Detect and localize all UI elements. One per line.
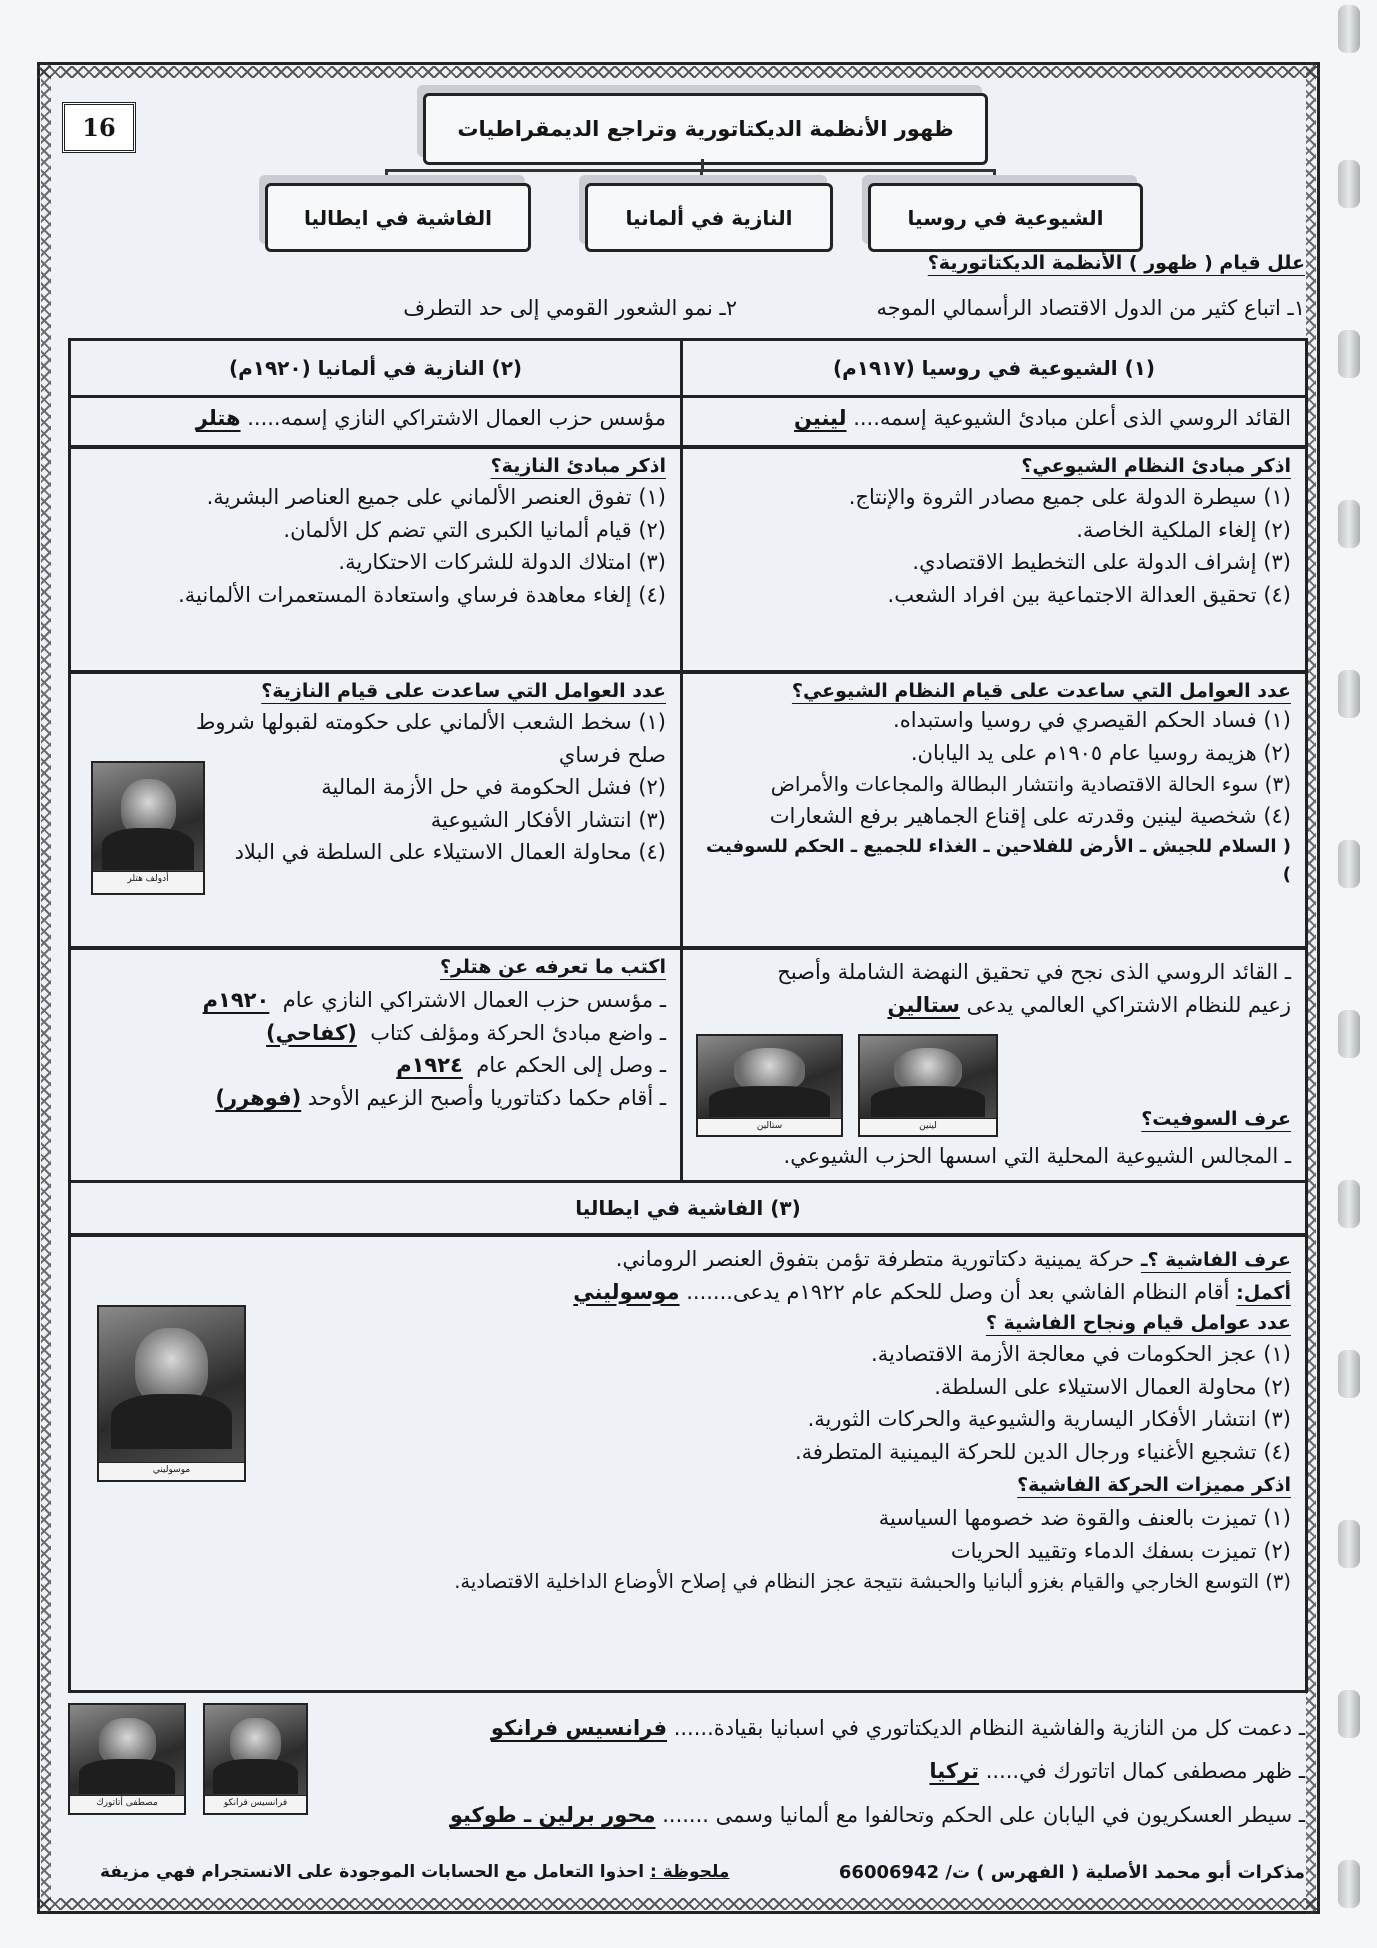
fact-answer: ١٩٢٠م: [202, 988, 270, 1012]
connector: [385, 169, 388, 183]
mussolini-photo: [97, 1305, 246, 1482]
note-answer: محور برلين ـ طوكيو: [449, 1803, 656, 1827]
warning-label: ملحوظة :: [650, 1862, 730, 1882]
list-item: (٢) فشل الحكومة في حل الأزمة المالية: [321, 775, 666, 800]
soviet-question: عرف السوفيت؟: [1141, 1108, 1291, 1130]
russia-factors: [683, 674, 1305, 946]
answer-hitler: هتلر: [195, 406, 241, 430]
lenin-photo: [858, 1034, 998, 1137]
list-item: (١) تميزت بالعنف والقوة ضد خصومها السياسية: [878, 1506, 1291, 1531]
note-text: ـ ظهر مصطفى كمال اتاتورك في.....: [985, 1759, 1305, 1783]
note-answer: فرانسيس فرانكو: [490, 1716, 668, 1740]
binder-ring: [1338, 1010, 1360, 1058]
list-item: (٢) هزيمة روسيا عام ١٩٠٥م على يد اليابان.: [910, 740, 1291, 765]
list-item: (٢) تميزت بسفك الدماء وتقييد الحريات: [950, 1538, 1291, 1563]
binder-ring: [1338, 1860, 1360, 1908]
photo-caption: أدولف هتلر: [93, 871, 203, 893]
stalin-question-line: زعيم للنظام الاشتراكي العالمي يدعى: [966, 992, 1291, 1017]
note-japan: [450, 1799, 1305, 1832]
russia-principles: [683, 449, 1305, 670]
fact-text: ـ واضع مبادئ الحركة ومؤلف كتاب: [370, 1020, 666, 1045]
list-item: (١) سيطرة الدولة على جميع مصادر الثروة والإنتاج.: [848, 485, 1291, 509]
franco-photo: [203, 1703, 308, 1815]
factors-question: عدد العوامل التي ساعدت على قيام النازية؟: [261, 680, 666, 702]
photo-caption: ستالين: [698, 1118, 841, 1135]
factors-question: عدد عوامل قيام ونجاح الفاشية ؟: [985, 1312, 1291, 1335]
binder-ring: [1338, 330, 1360, 378]
germany-founder-question: [71, 398, 680, 445]
fact-text: ـ وصل إلى الحكم عام: [476, 1053, 666, 1078]
fact-text: ـ أقام حكما دكتاتوريا وأصبح الزعيم الأوحد: [307, 1085, 666, 1110]
intro-reason-1: ١ـ اتباع كثير من الدول الاقتصاد الرأسمالي الموجه: [876, 296, 1305, 320]
binder-ring: [1338, 5, 1360, 53]
complete-text: أقام النظام الفاشي بعد أن وصل للحكم عام ١٩٢٢م يدعى.......: [686, 1279, 1230, 1304]
question-text: مؤسس حزب العمال الاشتراكي النازي إسمه.....: [247, 406, 666, 430]
list-item: (٣) انتشار الأفكار الشيوعية: [430, 807, 666, 832]
question-text: القائد الروسي الذى أعلن مبادئ الشيوعية إسمه....: [853, 406, 1291, 430]
russia-heading: (١) الشيوعية في روسيا (١٩١٧م): [832, 356, 1156, 380]
note-franco: [491, 1712, 1305, 1745]
principles-question: اذكر مبادئ النظام الشيوعي؟: [1021, 455, 1291, 477]
italy-content: [71, 1237, 1305, 1604]
list-item: (١) سخط الشعب الألماني على حكومته لقبولها شروط: [196, 710, 666, 734]
features-question: اذكر مميزات الحركة الفاشية؟: [1017, 1474, 1291, 1497]
photo-caption: موسوليني: [99, 1462, 244, 1480]
list-item: (٣) التوسع الخارجي والقيام بغزو ألبانيا والحبشة نتيجة عجز النظام في إصلاح الأوضاع الداخلية الاقتصادية.: [454, 1570, 1291, 1594]
list-item: صلح فرساي: [558, 742, 666, 767]
note-ataturk: [929, 1755, 1305, 1788]
list-item: (٤) إلغاء معاهدة فرساي واستعادة المستعمرات الألمانية.: [178, 582, 666, 607]
germany-hitler-facts: [71, 950, 680, 1183]
footer-source: مذكرات أبو محمد الأصلية ( الفهرس ) ت/ 66006942: [838, 1862, 1305, 1883]
branch-germany: النازية في ألمانيا: [585, 183, 833, 252]
stalin-photo: [696, 1034, 843, 1137]
fact-answer: ١٩٢٤م: [396, 1053, 463, 1078]
list-item: (٢) إلغاء الملكية الخاصة.: [1076, 517, 1291, 542]
factors-question: عدد العوامل التي ساعدت على قيام النظام الشيوعي؟: [791, 680, 1291, 702]
binder-ring: [1338, 840, 1360, 888]
list-item: [85, 1017, 666, 1050]
intro-reason-2: ٢ـ نمو الشعور القومي إلى حد التطرف: [403, 296, 737, 320]
answer-stalin: ستالين: [887, 992, 960, 1017]
binder-ring: [1338, 1350, 1360, 1398]
italy-heading: (٣) الفاشية في ايطاليا: [71, 1183, 1305, 1237]
binder-ring: [1338, 1180, 1360, 1228]
complete-label: أكمل:: [1236, 1281, 1291, 1304]
list-item: (٣) انتشار الأفكار اليسارية والشيوعية والحركات الثورية.: [807, 1407, 1291, 1432]
connector: [993, 169, 996, 183]
binder-ring: [1338, 500, 1360, 548]
list-item: (٣) إشراف الدولة على التخطيط الاقتصادي.: [912, 550, 1291, 575]
slogans: ( السلام للجيش ـ الأرض للفلاحين ـ الغذاء للجميع ـ الحكم للسوفيت ): [705, 835, 1291, 885]
russia-leader-question: [683, 398, 1305, 445]
germany-heading: (٢) النازية في ألمانيا (١٩٢٠م): [228, 356, 523, 380]
branch-italy: الفاشية في ايطاليا: [265, 183, 531, 252]
binder-ring: [1338, 1520, 1360, 1568]
list-item: (١) تفوق العنصر الألماني على جميع العناصر البشرية.: [206, 485, 666, 509]
binder-ring: [1338, 160, 1360, 208]
list-item: (٢) قيام ألمانيا الكبرى التي تضم كل الألمان.: [283, 517, 666, 542]
border-pattern-bottom: [37, 1898, 1320, 1910]
binder-ring: [1338, 670, 1360, 718]
answer-mussolini: موسوليني: [573, 1279, 680, 1304]
connector: [385, 169, 995, 172]
list-item: (٤) شخصية لينين وقدرته على إقناع الجماهير برفع الشعارات: [769, 804, 1291, 829]
comparison-table: [68, 338, 1308, 1183]
footer-warning: [100, 1862, 729, 1882]
note-text: ـ دعمت كل من النازية والفاشية النظام الديكتاتوري في اسبانيا بقيادة......: [673, 1716, 1305, 1740]
note-answer: تركيا: [929, 1759, 980, 1783]
answer-lenin: لينين: [794, 406, 847, 430]
note-text: ـ سيطر العسكريون في اليابان على الحكم وتحالفوا مع ألمانيا وسمى .......: [662, 1803, 1305, 1827]
fact-answer: (فوهرر): [215, 1085, 302, 1110]
define-question: عرف الفاشية ؟ـ: [1140, 1249, 1291, 1271]
intro-question: علل قيام ( ظهور ) الأنظمة الديكتاتورية؟: [927, 252, 1305, 274]
branch-russia: الشيوعية في روسيا: [868, 183, 1143, 252]
list-item: (٤) تشجيع الأغنياء ورجال الدين للحركة اليمينية المتطرفة.: [794, 1439, 1291, 1464]
principles-question: اذكر مبادئ النازية؟: [490, 455, 666, 477]
hitler-question: اكتب ما تعرفه عن هتلر؟: [439, 956, 666, 978]
photo-caption: مصطفى أتاتورك: [70, 1795, 184, 1813]
photo-caption: فرانسيس فرانكو: [205, 1795, 306, 1813]
fact-text: ـ مؤسس حزب العمال الاشتراكي النازي عام: [282, 988, 666, 1012]
list-item: (٣) سوء الحالة الاقتصادية وانتشار البطالة والمجاعات والأمراض: [770, 772, 1291, 797]
ataturk-photo: [68, 1703, 186, 1815]
list-item: (٢) محاولة العمال الاستيلاء على السلطة.: [934, 1374, 1291, 1399]
page-title: ظهور الأنظمة الديكتاتورية وتراجع الديمقراطيات: [423, 93, 988, 165]
border-pattern-left: [41, 62, 51, 1914]
list-item: (٤) تحقيق العدالة الاجتماعية بين افراد الشعب.: [887, 582, 1291, 607]
list-item: [85, 984, 666, 1017]
page-number: 16: [62, 102, 136, 153]
warning-text: احذوا التعامل مع الحسابات الموجودة على الانستجرام فهي مزيفة: [100, 1862, 645, 1882]
list-item: (١) فساد الحكم القيصري في روسيا واستبداه.: [893, 708, 1291, 732]
stalin-question-line: ـ القائد الروسي الذى نجح في تحقيق النهضة الشاملة وأصبح: [777, 960, 1291, 984]
list-item: (٤) محاولة العمال الاستيلاء على السلطة في البلاد: [234, 840, 666, 865]
list-item: [85, 1082, 666, 1115]
border-pattern-top: [37, 66, 1320, 78]
italy-section: [68, 1183, 1308, 1693]
define-answer: حركة يمينية دكتاتورية متطرفة تؤمن بتفوق العنصر الروماني.: [615, 1247, 1135, 1271]
list-item: (١) عجز الحكومات في معالجة الأزمة الاقتصادية.: [871, 1342, 1291, 1367]
photo-caption: لينين: [860, 1118, 996, 1135]
binder-ring: [1338, 1690, 1360, 1738]
hitler-photo: [91, 761, 205, 895]
soviet-answer: ـ المجالس الشيوعية المحلية التي اسسها الحزب الشيوعي.: [783, 1144, 1291, 1168]
fact-answer: (كفاحي): [266, 1020, 357, 1045]
list-item: (٣) امتلاك الدولة للشركات الاحتكارية.: [338, 550, 666, 575]
germany-principles: [71, 449, 680, 670]
connector: [700, 169, 703, 183]
list-item: [85, 1049, 666, 1082]
